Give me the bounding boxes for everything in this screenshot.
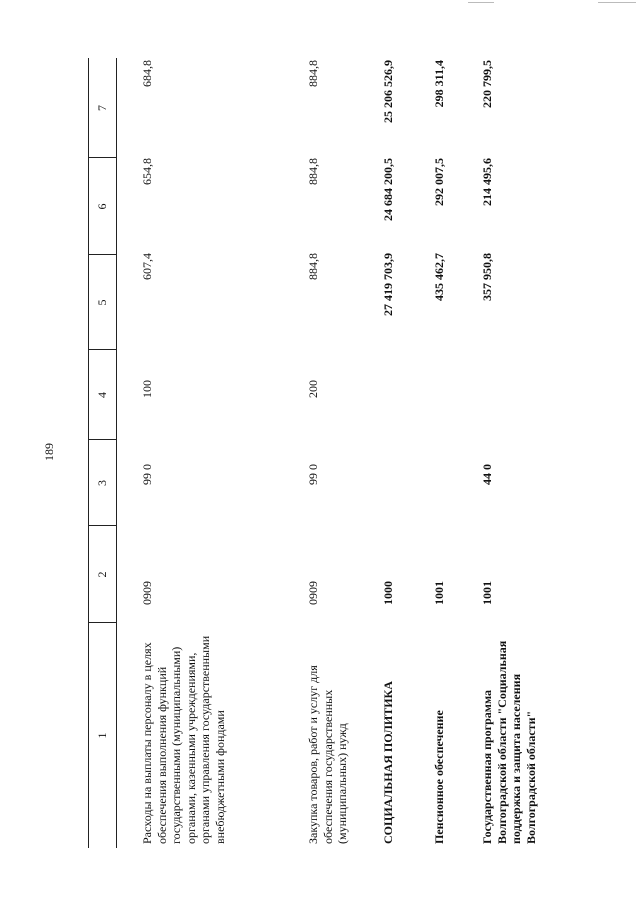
corner-mark-left: [468, 2, 494, 3]
row-type: 200: [306, 380, 320, 398]
row-target: 99 0: [140, 464, 154, 485]
budget-table: [88, 58, 538, 848]
row-value-7: 25 206 526,9: [381, 60, 395, 123]
row-value-5: 357 950,8: [480, 253, 494, 301]
row-value-6: 214 495,6: [480, 158, 494, 206]
row-target: 44 0: [480, 464, 494, 485]
col-header-3: 3: [95, 480, 109, 486]
col-header-4: 4: [95, 392, 109, 398]
row-value-5: 435 462,7: [432, 253, 446, 301]
row-section: 1001: [480, 581, 494, 605]
row-name: Пенсионное обеспечение: [432, 710, 446, 844]
row-value-6: 654,8: [140, 158, 154, 185]
row-value-5: 607,4: [140, 253, 154, 280]
row-value-6: 24 684 200,5: [381, 158, 395, 221]
col-header-7: 7: [95, 105, 109, 111]
row-type: 100: [140, 380, 154, 398]
row-target: 99 0: [306, 464, 320, 485]
row-name: Расходы на выплаты персоналу в целях обеспечения выполнения функций государственными (муниципальными) органами, казенными учреждениями, органами управления государственными внебюджетными фондами: [140, 635, 227, 844]
col-header-6: 6: [95, 203, 109, 210]
row-value-7: 884,8: [306, 60, 320, 87]
page-number: 189: [42, 443, 56, 461]
row-name: СОЦИАЛЬНАЯ ПОЛИТИКА: [381, 681, 395, 844]
col-header-1: 1: [95, 732, 109, 739]
header-bottom-border: [116, 58, 117, 848]
row-value-5: 27 419 703,9: [381, 253, 395, 316]
row-value-5: 884,8: [306, 253, 320, 280]
row-value-6: 292 007,5: [432, 158, 446, 206]
row-section: 0909: [306, 581, 320, 605]
row-section: 1001: [432, 581, 446, 605]
row-section: 0909: [140, 581, 154, 605]
row-name: Государственная программа Волгоградской области "Социальная поддержка и защита населения Волгоградской области": [480, 640, 538, 844]
row-value-7: 298 311,4: [432, 60, 446, 108]
col-header-5: 5: [95, 299, 109, 306]
row-name: Закупка товаров, работ и услуг для обеспечения государственных (муниципальных) нужд: [306, 665, 349, 844]
row-section: 1000: [381, 581, 395, 605]
corner-mark-right: [598, 2, 636, 3]
row-value-6: 884,8: [306, 158, 320, 185]
col-header-2: 2: [95, 571, 109, 578]
row-value-7: 220 799,5: [480, 60, 494, 108]
row-value-7: 684,8: [140, 60, 154, 87]
